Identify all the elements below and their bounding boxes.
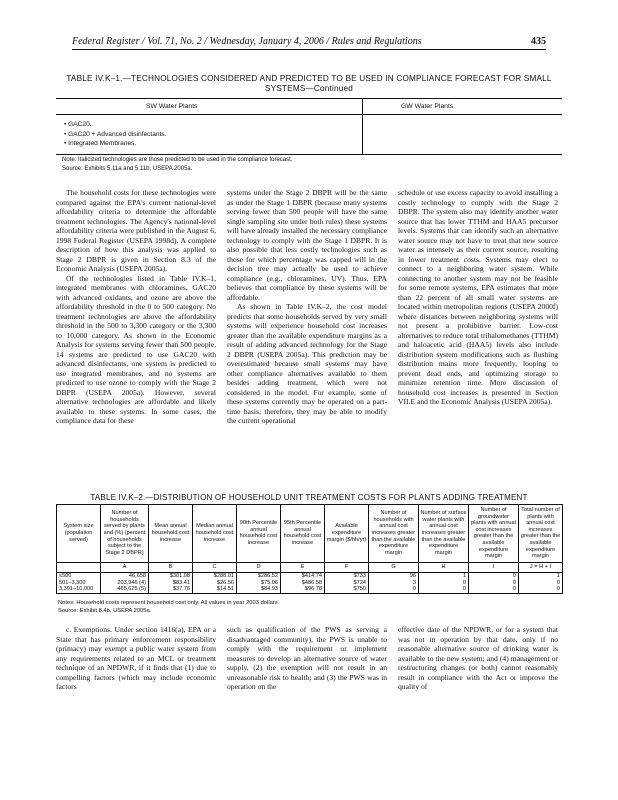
paragraph: As shown in Table IV.K–2, the cost model predicts that some households served by very small systems will experience household cost increases greater than the available expenditure margins as a result of adding advanced technology for the Stage 2 DBPR (USEPA 2005a). This prediction may be overestimated because small systems may have other compliance alternatives available to them besides adding treatment, which were not considered in the model. For example, some of these systems currently may be operated on a part-time basis; therefore, they may be able to modify the current operational: [227, 302, 387, 425]
body-column-3: [398, 188, 558, 490]
table2-header: Number of groundwater plants with annual cost increases greater than the available expenditure margin: [469, 505, 519, 563]
paragraph: Of the technologies listed in Table IV.K–1, integrated membranes with chloramines, GAC20 with advanced oxidants, and ozone are above the affordability threshold in the 0 to 500 category. No treatment technologies are above the affordability threshold in the 500 to 3,300 category or the 3,300 to 10,000 category. As shown in the Economic Analysis for systems serving fewer than 500 people, 14 systems are predicted to use GAC20 with advanced disinfectants, one system is predicted to use integrated membranes, and no systems are predicted to use ozone to comply with the Stage 2 DBPR (USEPA 2005a). However, several alternative technologies are affordable and likely available to these systems. In some cases, the compliance data for these: [56, 273, 216, 425]
table2-header: Median annual household cost increase: [193, 505, 237, 563]
paragraph: c. Exemptions. Under section 1416(a), EPA or a State that has primary enforcement responsibility (primacy) may exempt a public water system from any requirements related to an MCL or treatment technique of an NPDWR, if it finds that (1) due to compelling factors (which may include economic factors: [56, 625, 216, 691]
paragraph: such as qualification of the PWS as serving a disadvantaged community), the PWS is unable to comply with the requirement or implement measures to develop an alternative source of water supply, (2) the exemption will not result in an unreasonable risk to health; and (3) the PWS was in operation on the: [227, 625, 387, 691]
table1-col-gw: GW Water Plants: [401, 103, 454, 110]
table2-header: Total number of plants with annual cost increases greater than the available expenditure margin: [519, 505, 563, 563]
table2-header: 90th Percentile annual household cost increase: [237, 505, 281, 563]
table2-note: Notes: Household costs represent household cost only. All values in year 2003 dollars.: [58, 600, 280, 606]
header-rule: [72, 49, 546, 50]
table1-note: Note: Italicized technologies are those predicted to be used in the compliance forecast.: [62, 157, 293, 163]
table2: [56, 504, 562, 594]
paragraph: systems under the Stage 2 DBPR will be the same as under the Stage 1 DBPR (because many systems serving fewer than 500 people will have the same single sampling site under both rules) these systems will have already installed the necessary compliance technology to comply with the Stage 1 DBPR. It is also possible that less costly technologies such as those for which percentage was capped will in the decision tree may actually be used to achieve compliance (e.g., chloramines, UV). Thus, EPA believes that compliance by these systems will be affordable.: [227, 188, 387, 302]
body-bottom-column-2: [227, 625, 387, 721]
table2-title: TABLE IV.K–2.—DISTRIBUTION OF HOUSEHOLD UNIT TREATMENT COSTS FOR PLANTS ADDING TREATMENT: [90, 493, 528, 502]
page-number: 435: [531, 36, 546, 47]
table2-source: Source: Exhibit 8.4b, USEPA 2005a.: [58, 608, 152, 614]
table1: [56, 98, 562, 174]
table2-header: Number of surface water plants with annual cost increases greater than the available expenditure margin: [419, 505, 469, 563]
paragraph: effective date of the NPDWR, or for a system that was not in operation by that date, only if no reasonable alternative source of drinking water is available to the new system; and (4) management or restructuring changes (or both) cannot reasonably result in compliance with the Act or improve the quality of: [398, 625, 558, 691]
table1-items: [64, 120, 167, 149]
table-row: 3,301–10,000 465,625 (5) $37.76 $14.51 $84.93 $96.78 $750 0 0 0 0: [57, 586, 563, 593]
table2-letter-row: A B C D E F G H I J = H + I: [57, 562, 563, 572]
table2-header: Mean annual household cost increase: [149, 505, 193, 563]
table2-header: Number of households served by plants and (%) (percent of households subject to the Stage 2 DBPR): [101, 505, 149, 563]
table2-header: Number of households with annual cost increases greater than the available expenditure margin: [369, 505, 419, 563]
table2-header: 95th Percentile annual household cost increase: [281, 505, 325, 563]
table1-item: • GAC20.: [64, 121, 92, 128]
table-row: ≤500 46,658 $301.08 $288.01 $286.52 $414.74 $733 96 1 0 1: [57, 572, 563, 579]
paragraph: schedule or use excess capacity to avoid installing a costly technology to comply with the Stage 2 DBPR. The system also may identify another water source that has lower TTHM and HAA5 precursor levels. Systems that can identify such an alternative water source may not have to treat that new source water as intensely as their current source, resulting in lower treatment costs. Systems may elect to connect to a neighboring water system. While connecting to another system may not be feasible for some remote systems, EPA estimates that more than 22 percent of all small water systems are located within metropolitan regions (USEPA 2000f) where distances between neighboring systems will not present a prohibitive barrier. Low-cost alternatives to reduce total trihalomethanes (TTHM) and haloacetic acid (HAA5) levels also include distribution system modifications such as flushing distribution mains more frequently, looping to prevent dead ends, and optimizing storage to minimize retention time. More discussion of household cost increases is presented in Section VII.E and the Economic Analysis (USEPA 2005a).: [398, 188, 558, 406]
paragraph: The household costs for these technologies were compared against the EPA's current national-level affordability criteria to determine the affordable treatment technologies. The Agency's national-level affordability criteria were published in the August 6, 1998 Federal Register (USEPA 1998d). A complete description of how this analysis was applied to Stage 2 DBPR is given in Section 8.3 of the Economic Analysis (USEPA 2005a).: [56, 188, 216, 273]
table2-notes: [58, 599, 279, 615]
body-bottom-column-1: [56, 625, 216, 721]
table1-source: Source: Exhibits 5.11a and 5.11b, USEPA 2005a.: [62, 165, 193, 172]
table2-header-row: [57, 505, 563, 563]
body-column-1: [56, 188, 216, 488]
table2-header: System size (population served): [57, 505, 101, 563]
body-column-2: [227, 188, 387, 490]
table2-header: Available expenditure margin ($/hh/yr): [325, 505, 369, 563]
running-head: Federal Register / Vol. 71, No. 2 / Wednesday, January 4, 2006 / Rules and Regulations: [72, 36, 422, 47]
table-row: 501–3,300 203,946 (4) $83.41 $26.56 $75.06 $486.58 $724 3 0 0 0: [57, 579, 563, 586]
table1-item: • Integrated Membranes.: [64, 140, 137, 147]
table1-title: TABLE IV.K–1.—TECHNOLOGIES CONSIDERED AND PREDICTED TO BE USED IN COMPLIANCE FORECAST FOR SMALL SYSTEMS—Continued: [66, 74, 552, 93]
body-bottom-column-3: [398, 625, 558, 721]
table1-item: • GAC20 + Advanced disinfectants.: [64, 130, 167, 138]
table1-col-sw: SW Water Plants: [146, 103, 198, 110]
table1-notes: [62, 156, 292, 173]
page-header: [72, 36, 546, 50]
